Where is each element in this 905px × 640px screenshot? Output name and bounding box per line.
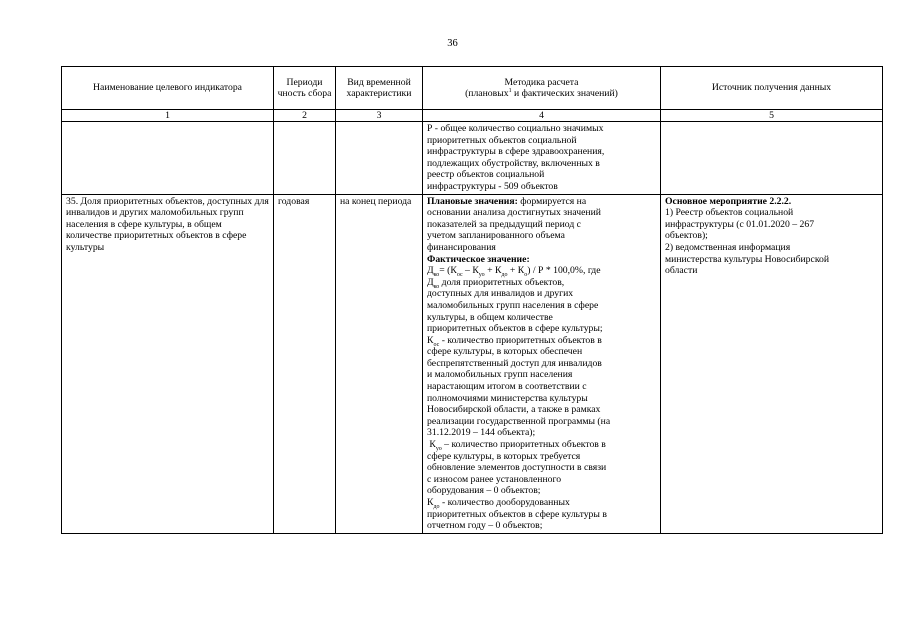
- header-method-plan: (плановых: [465, 88, 509, 99]
- header-source: Источник получения данных: [661, 67, 883, 110]
- method-line: обновление элементов доступности в связи: [427, 462, 607, 474]
- fact-label: Фактическое значение:: [427, 253, 530, 265]
- method-line: беспрепятственный доступ для инвалидов: [427, 357, 602, 369]
- header-method-fact: и фактических значений): [511, 88, 618, 99]
- header-method-title: Методика расчета: [504, 76, 579, 88]
- method-line: показателей за предыдущий период с: [427, 218, 581, 230]
- indicator-period: годовая: [274, 194, 336, 533]
- footnote-mark: 1: [508, 87, 512, 94]
- data-source: [661, 194, 883, 533]
- indicators-table: [61, 66, 883, 534]
- method-line: нарастающим итогом в соответствии с: [427, 381, 587, 393]
- column-numbers-row: [62, 110, 883, 122]
- indicator-time-type: на конец периода: [336, 194, 423, 533]
- method-line: подлежащих обустройству, включенных в: [427, 157, 600, 169]
- method-line: с износом ранее установленного: [427, 473, 562, 485]
- column-number: 5: [661, 110, 883, 122]
- method-line: отчетном году – 0 объектов;: [427, 520, 543, 532]
- method-line: реестр объектов социальной: [427, 169, 545, 181]
- header-name: Наименование целевого индикатора: [62, 67, 274, 110]
- page-number: 36: [447, 38, 458, 49]
- indicator-name: 35. Доля приоритетных объектов, доступных для инвалидов и других маломобильных групп населения в сфере культуры, в общем количестве приоритетных объектов в сфере культуры: [62, 194, 274, 533]
- source-line: области: [665, 265, 698, 277]
- plan-text: формируется на: [517, 195, 587, 207]
- method-line: 31.12.2019 – 144 объекта);: [427, 427, 536, 439]
- method-line: оборудования – 0 объектов;: [427, 485, 541, 497]
- definition-kuo: $К_{уо}$ – количество приоритетных объектов в: [427, 439, 606, 452]
- method-line: приоритетных объектов в сфере культуры;: [427, 323, 603, 335]
- column-number: 4: [423, 110, 661, 122]
- method-line: приоритетных объектов социальной: [427, 134, 577, 146]
- method-line: доступных для инвалидов и других: [427, 288, 574, 300]
- method-line: сфере культуры, в которых требуется: [427, 450, 581, 462]
- method-line: инфраструктуры - 509 объектов: [427, 180, 558, 192]
- source-title: Основное мероприятие 2.2.2.: [665, 195, 792, 207]
- source-line: инфраструктуры (с 01.01.2020 – 267: [665, 218, 815, 230]
- header-method: [423, 67, 661, 110]
- method-line: инфраструктуры в сфере здравоохранения,: [427, 146, 605, 158]
- definition-kdo: $К_{до}$ - количество дооборудованных: [427, 497, 570, 510]
- source-line: 1) Реестр объектов социальной: [665, 207, 794, 219]
- source-line: 2) ведомственная информация: [665, 241, 791, 253]
- method-line: маломобильных групп населения в сфере: [427, 299, 599, 311]
- table-row-35: [62, 194, 883, 533]
- header-period: Периоди чность сбора: [274, 67, 336, 110]
- column-number: 3: [336, 110, 423, 122]
- continuation-method-cell: [423, 122, 661, 195]
- definition-d: $Д_{ко}$ доля приоритетных объектов,: [427, 276, 565, 290]
- column-number: 1: [62, 110, 274, 122]
- header-row: [62, 67, 883, 110]
- method-line: сфере культуры, в которых обеспечен: [427, 346, 583, 358]
- method-line: Новосибирской области, а также в рамках: [427, 404, 601, 416]
- method-line: культуры, в общем количестве: [427, 311, 553, 323]
- method-line: Р - общее количество социально значимых: [427, 123, 604, 134]
- plan-label: Плановые значения:: [427, 195, 518, 207]
- table-row-continuation: [62, 122, 883, 195]
- indicator-method: [423, 194, 661, 533]
- method-line: основании анализа достигнутых значений: [427, 207, 601, 219]
- source-line: министерства культуры Новосибирской: [665, 253, 830, 265]
- method-line: реализации государственной программы (на: [427, 415, 611, 427]
- method-line: учетом запланированного объема: [427, 230, 565, 242]
- method-line: полномочиями министерства культуры: [427, 392, 588, 404]
- source-line: объектов);: [665, 230, 708, 242]
- method-line: и маломобильных групп населения: [427, 369, 573, 381]
- formula: $Д_{ко}= (К_{ос} - К_{уо} + К_{до} + К_о) / Р * 100,0\%$, где: [427, 265, 601, 279]
- definition-kos: $К_{ос}$ - количество приоритетных объектов в: [427, 334, 602, 348]
- header-time-type: Вид временной характеристики: [336, 67, 423, 110]
- method-line: финансирования: [427, 241, 496, 253]
- column-number: 2: [274, 110, 336, 122]
- method-line: приоритетных объектов в сфере культуры в: [427, 508, 607, 520]
